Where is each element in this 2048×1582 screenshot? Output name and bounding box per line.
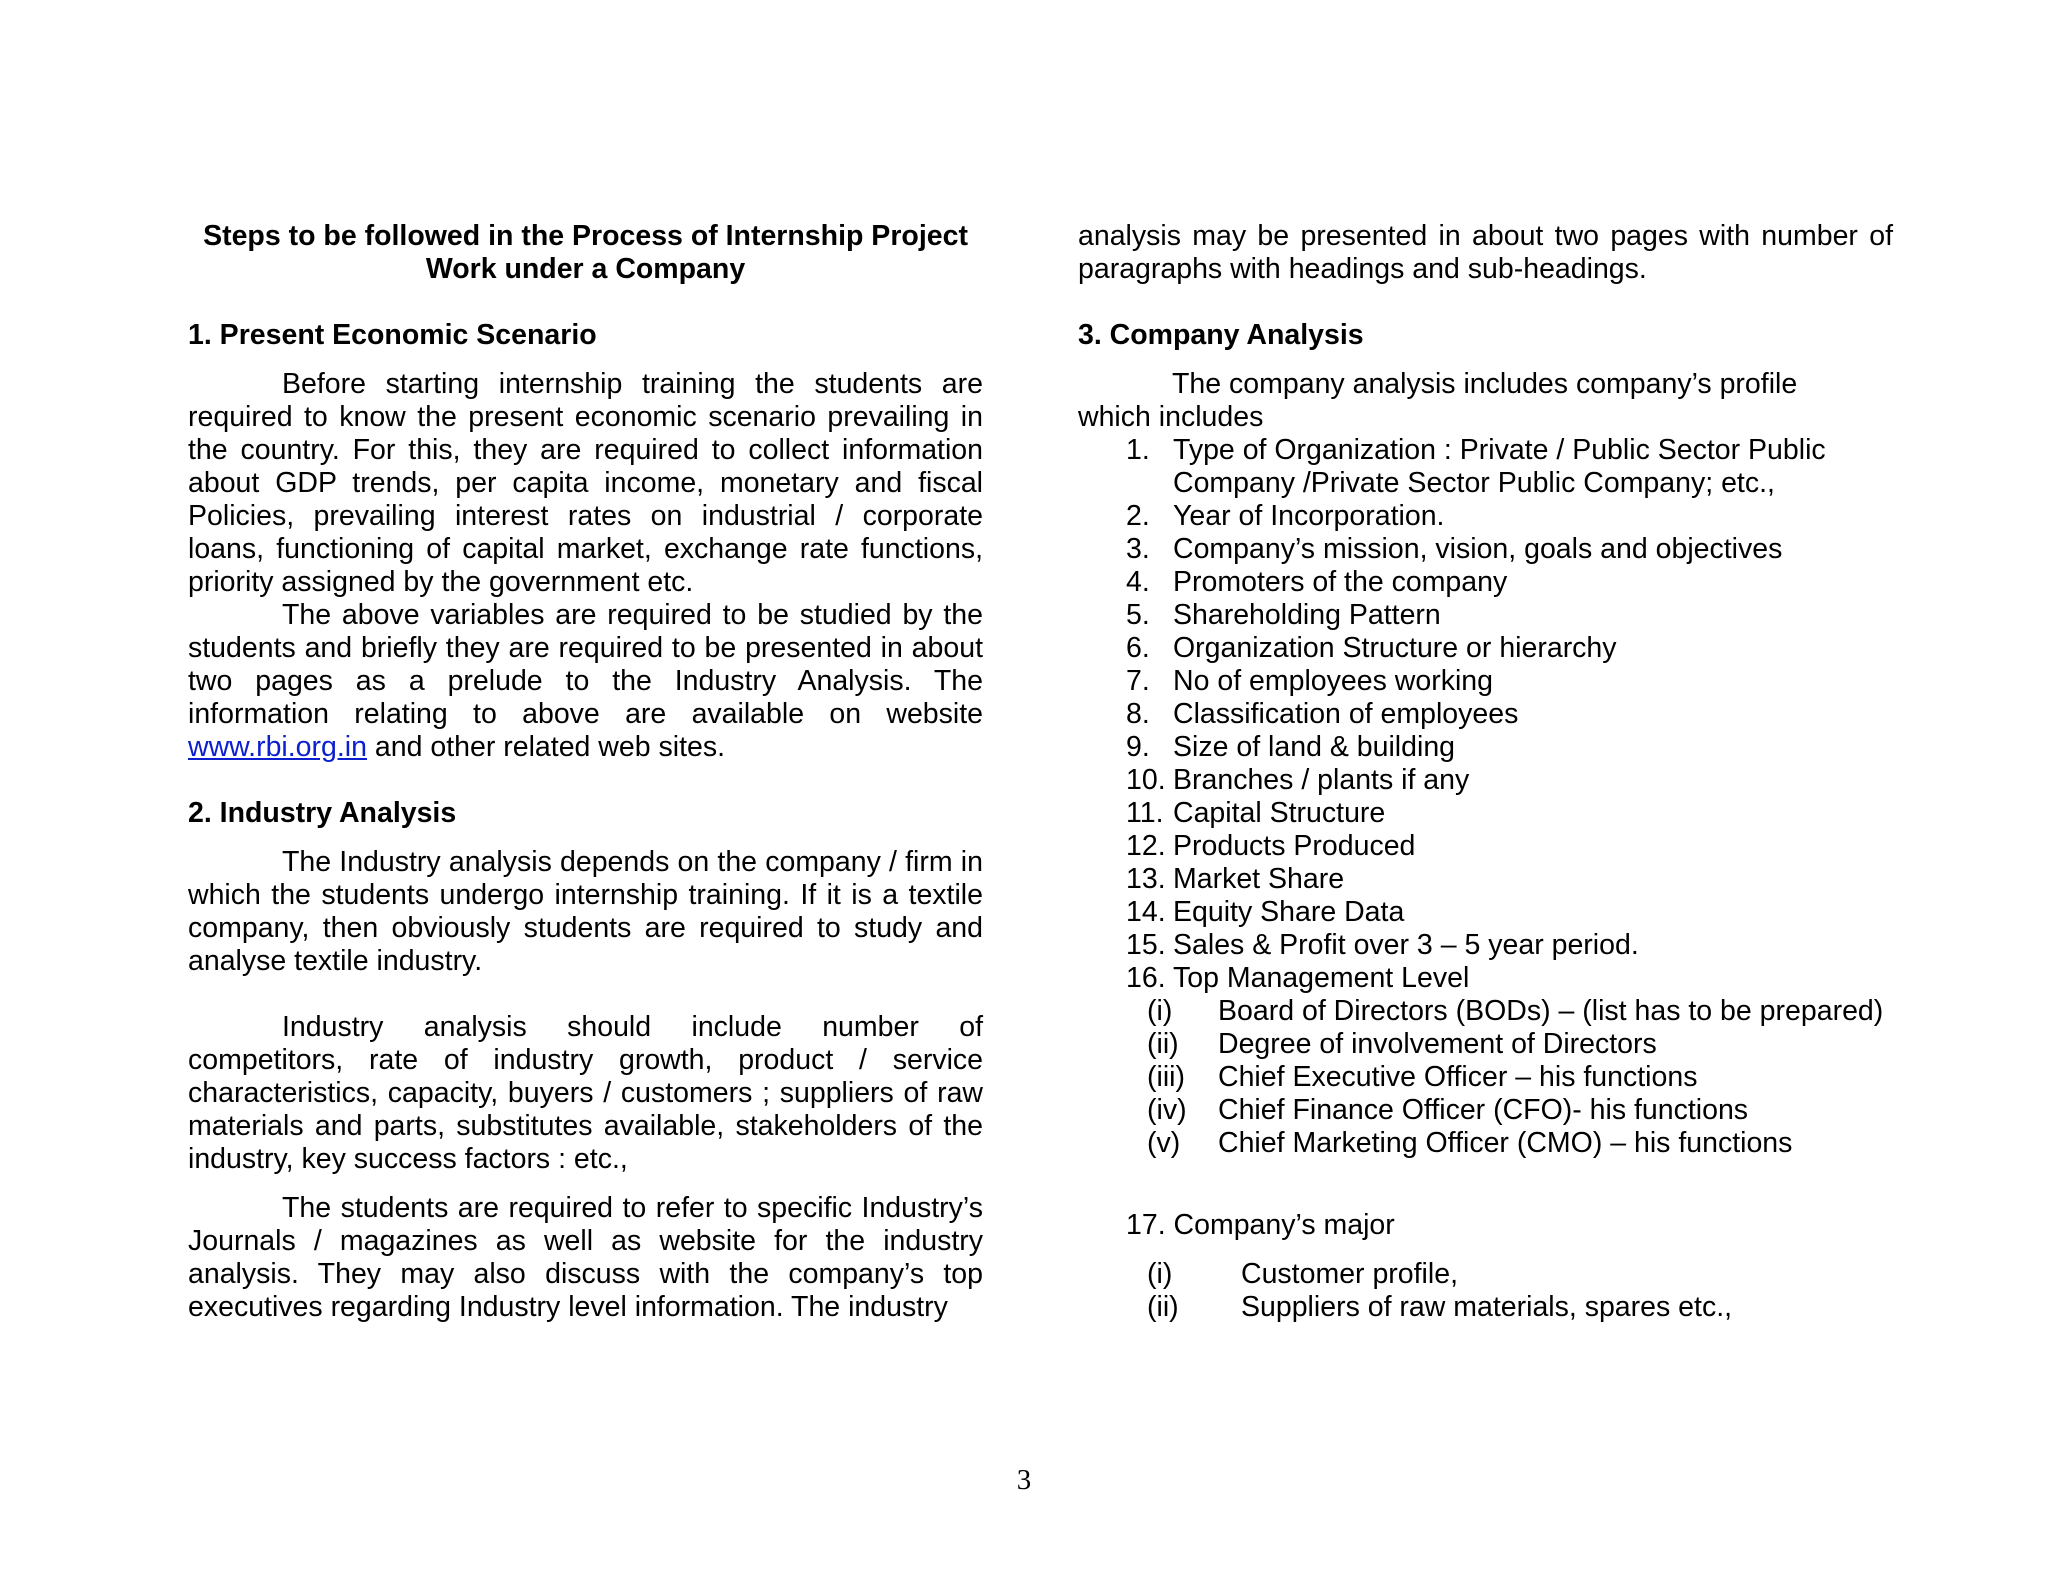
- list-item-number: 4.: [1126, 566, 1150, 598]
- section-heading-industry-analysis: 2. Industry Analysis: [188, 797, 457, 829]
- list-item: [1078, 1258, 1893, 1291]
- list-item-number: 9.: [1126, 731, 1150, 763]
- list-item-number: (i): [1147, 1258, 1173, 1290]
- list-item-text: Equity Share Data: [1173, 896, 1405, 928]
- list-item: [1078, 533, 1893, 566]
- list-item-text: Year of Incorporation.: [1173, 500, 1445, 532]
- list-item-number: 7.: [1126, 665, 1150, 697]
- list-item-number: 16.: [1126, 962, 1166, 994]
- list-item-text: Chief Executive Officer – his functions: [1218, 1061, 1698, 1093]
- list-item-text: Products Produced: [1173, 830, 1416, 862]
- company-analysis-intro-line-2: which includes: [1078, 401, 1264, 433]
- list-item-number: (ii): [1147, 1291, 1179, 1323]
- document-title: Steps to be followed in the Process of Internship Project Work under a Company: [203, 220, 968, 285]
- left-column: [188, 220, 983, 1324]
- rbi-website-link[interactable]: www.rbi.org.in: [188, 731, 367, 763]
- list-item-number: 12.: [1126, 830, 1166, 862]
- list-item-number: 1.: [1126, 434, 1150, 466]
- list-item: [1078, 896, 1893, 929]
- section-heading-economic-scenario: 1. Present Economic Scenario: [188, 319, 597, 351]
- list-item: [1078, 962, 1893, 995]
- list-item-number: (i): [1147, 995, 1173, 1027]
- list-item: [1078, 764, 1893, 797]
- company-analysis-list: [1078, 434, 1893, 995]
- list-item: [1078, 731, 1893, 764]
- list-item-text: Chief Finance Officer (CFO)- his functions: [1218, 1094, 1749, 1126]
- list-item-text: Branches / plants if any: [1173, 764, 1470, 796]
- list-item-number: 15.: [1126, 929, 1166, 961]
- list-item: [1078, 665, 1893, 698]
- economic-scenario-paragraph-1: Before starting internship training the students are required to know the present economic scenario prevailing in the country. For this, they are required to collect information about GDP trends, per capita income, monetary and fiscal Policies, prevailing interest rates on industrial / corporate loans, functioning of capital market, exchange rate functions, priority assigned by the government etc.: [188, 368, 983, 598]
- list-item-text: Market Share: [1173, 863, 1345, 895]
- list-item-number: 8.: [1126, 698, 1150, 730]
- top-management-list: [1078, 995, 1893, 1160]
- list-item-number: 6.: [1126, 632, 1150, 664]
- list-item-number: 11.: [1126, 797, 1164, 829]
- list-item-number: 14.: [1126, 896, 1166, 928]
- list-item-text: Size of land & building: [1173, 731, 1456, 763]
- page-number: 3: [1016, 1464, 1032, 1496]
- list-item-text: Classification of employees: [1173, 698, 1519, 730]
- list-item-text: Type of Organization : Private / Public Sector Public Company /Private Sector Public Company; etc.,: [1173, 434, 1826, 499]
- list-item: [1078, 1094, 1893, 1127]
- economic-scenario-paragraph-2-text: The above variables are required to be studied by the students and briefly they are required to be presented in about two pages as a prelude to the Industry Analysis. The information relating to above are available on website: [188, 599, 983, 730]
- list-item-text: Organization Structure or hierarchy: [1173, 632, 1617, 664]
- list-item-text: No of employees working: [1173, 665, 1493, 697]
- list-item-number: 10.: [1126, 764, 1166, 796]
- list-item-text: Chief Marketing Officer (CMO) – his functions: [1218, 1127, 1793, 1159]
- list-item-number: 13.: [1126, 863, 1166, 895]
- list-item-text: Degree of involvement of Directors: [1218, 1028, 1657, 1060]
- list-item: [1078, 863, 1893, 896]
- industry-analysis-paragraph-1: The Industry analysis depends on the company / firm in which the students undergo internship training. If it is a textile company, then obviously students are required to study and analyse textile industry.: [188, 846, 983, 977]
- list-item-number: (v): [1147, 1127, 1181, 1159]
- list-item-text: Capital Structure: [1173, 797, 1386, 829]
- list-item: [1078, 929, 1893, 962]
- list-item: [1078, 797, 1893, 830]
- list-item: [1078, 1028, 1893, 1061]
- list-item: [1078, 434, 1893, 500]
- right-column: [1078, 220, 1893, 1324]
- economic-scenario-paragraph-2: [188, 599, 983, 764]
- list-item-text: Promoters of the company: [1173, 566, 1508, 598]
- list-item-number: 5.: [1126, 599, 1150, 631]
- company-major-list: [1078, 1258, 1893, 1324]
- list-item-text: Sales & Profit over 3 – 5 year period.: [1173, 929, 1639, 961]
- industry-analysis-paragraph-2: Industry analysis should include number of competitors, rate of industry growth, product / service characteristics, capacity, buyers / customers ; suppliers of raw materials and parts, substitutes available, stakeholders of the industry, key success factors : etc.,: [188, 1011, 983, 1175]
- list-item-number: 2.: [1126, 500, 1150, 532]
- list-item: [1078, 1061, 1893, 1094]
- list-item-number: (iii): [1147, 1061, 1185, 1093]
- list-item-number: (iv): [1147, 1094, 1187, 1126]
- list-item-text: Customer profile,: [1241, 1258, 1458, 1290]
- list-item-text: Top Management Level: [1173, 962, 1470, 994]
- list-item-text: Company’s mission, vision, goals and objectives: [1173, 533, 1783, 565]
- company-major-item: 17. Company’s major: [1126, 1209, 1395, 1241]
- list-item-number: 3.: [1126, 533, 1150, 565]
- list-item-text: Board of Directors (BODs) – (list has to be prepared): [1218, 995, 1884, 1027]
- industry-analysis-paragraph-3: The students are required to refer to specific Industry’s Journals / magazines as well as website for the industry analysis. They may also discuss with the company’s top executives regarding Industry level information. The industry: [188, 1192, 983, 1323]
- list-item: [1078, 698, 1893, 731]
- list-item: [1078, 500, 1893, 533]
- list-item: [1078, 566, 1893, 599]
- list-item: [1078, 632, 1893, 665]
- section-heading-company-analysis: 3. Company Analysis: [1078, 319, 1364, 351]
- list-item-text: Shareholding Pattern: [1173, 599, 1441, 631]
- list-item-text: Suppliers of raw materials, spares etc.,: [1241, 1291, 1733, 1323]
- industry-analysis-paragraph-3-continued: analysis may be presented in about two pages with number of paragraphs with headings and sub-headings.: [1078, 220, 1893, 285]
- list-item: [1078, 599, 1893, 632]
- list-item-number: (ii): [1147, 1028, 1179, 1060]
- economic-scenario-paragraph-2-tail: and other related web sites.: [366, 731, 726, 763]
- company-analysis-intro-line-1: The company analysis includes company’s profile: [1172, 368, 1798, 400]
- list-item: [1078, 995, 1893, 1028]
- list-item: [1078, 1127, 1893, 1160]
- list-item: [1078, 830, 1893, 863]
- list-item: [1078, 1291, 1893, 1324]
